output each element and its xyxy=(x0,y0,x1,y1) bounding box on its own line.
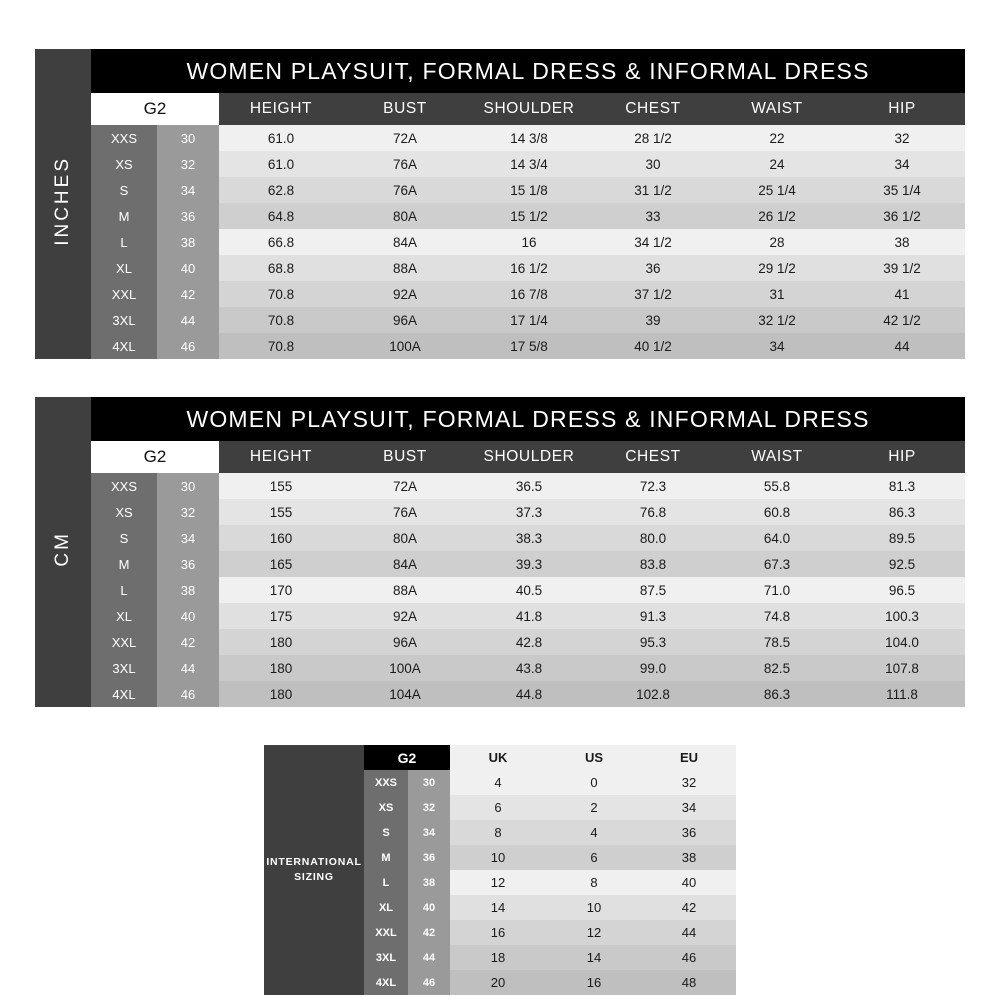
row-size: S xyxy=(91,177,157,203)
table-row xyxy=(35,629,965,655)
row-size: M xyxy=(364,845,408,870)
cell-bust: 88A xyxy=(343,255,467,281)
table-row xyxy=(35,151,965,177)
cell-shoulder: 38.3 xyxy=(467,525,591,551)
chart-title-row xyxy=(35,397,965,441)
cell-eu: 38 xyxy=(642,845,736,870)
cell-uk: 20 xyxy=(450,970,546,995)
cell-waist: 26 1/2 xyxy=(715,203,839,229)
cell-hip: 36 1/2 xyxy=(839,203,965,229)
cell-shoulder: 39.3 xyxy=(467,551,591,577)
cell-bust: 72A xyxy=(343,125,467,151)
cell-eu: 48 xyxy=(642,970,736,995)
cell-waist: 25 1/4 xyxy=(715,177,839,203)
row-g2: 32 xyxy=(157,151,219,177)
header-height: HEIGHT xyxy=(219,93,343,125)
cell-shoulder: 37.3 xyxy=(467,499,591,525)
row-size: XXS xyxy=(364,770,408,795)
cell-uk: 4 xyxy=(450,770,546,795)
cell-chest: 39 xyxy=(591,307,715,333)
cell-height: 70.8 xyxy=(219,333,343,359)
cell-bust: 104A xyxy=(343,681,467,707)
cell-shoulder: 36.5 xyxy=(467,473,591,499)
intl-label xyxy=(264,745,364,995)
cell-hip: 107.8 xyxy=(839,655,965,681)
cell-waist: 29 1/2 xyxy=(715,255,839,281)
row-size: S xyxy=(91,525,157,551)
cell-uk: 6 xyxy=(450,795,546,820)
chart-title: WOMEN PLAYSUIT, FORMAL DRESS & INFORMAL DRESS xyxy=(91,49,965,93)
cell-hip: 100.3 xyxy=(839,603,965,629)
cell-hip: 41 xyxy=(839,281,965,307)
cell-us: 0 xyxy=(546,770,642,795)
cell-eu: 32 xyxy=(642,770,736,795)
cell-chest: 33 xyxy=(591,203,715,229)
row-g2: 46 xyxy=(157,681,219,707)
cell-height: 155 xyxy=(219,499,343,525)
table-row xyxy=(35,125,965,151)
cell-waist: 32 1/2 xyxy=(715,307,839,333)
row-g2: 44 xyxy=(408,945,450,970)
size-chart-cm xyxy=(35,397,965,707)
header-height: HEIGHT xyxy=(219,441,343,473)
row-g2: 46 xyxy=(157,333,219,359)
cell-chest: 76.8 xyxy=(591,499,715,525)
intl-header-us: US xyxy=(546,745,642,770)
cell-height: 70.8 xyxy=(219,307,343,333)
chart-title-row xyxy=(35,49,965,93)
cell-waist: 82.5 xyxy=(715,655,839,681)
cell-hip: 42 1/2 xyxy=(839,307,965,333)
chart-header-row xyxy=(35,93,965,125)
cell-eu: 44 xyxy=(642,920,736,945)
cell-shoulder: 14 3/4 xyxy=(467,151,591,177)
cell-height: 64.8 xyxy=(219,203,343,229)
row-size: L xyxy=(91,229,157,255)
table-row xyxy=(35,177,965,203)
cell-waist: 22 xyxy=(715,125,839,151)
cell-uk: 14 xyxy=(450,895,546,920)
cell-uk: 10 xyxy=(450,845,546,870)
cell-chest: 95.3 xyxy=(591,629,715,655)
header-g2: G2 xyxy=(91,441,219,473)
cell-uk: 18 xyxy=(450,945,546,970)
cell-eu: 40 xyxy=(642,870,736,895)
unit-label-cm: CM xyxy=(35,397,91,707)
cell-us: 16 xyxy=(546,970,642,995)
row-size: M xyxy=(91,551,157,577)
cell-shoulder: 41.8 xyxy=(467,603,591,629)
cell-bust: 100A xyxy=(343,333,467,359)
row-g2: 38 xyxy=(408,870,450,895)
cell-us: 14 xyxy=(546,945,642,970)
row-g2: 38 xyxy=(157,229,219,255)
cell-chest: 36 xyxy=(591,255,715,281)
chart-header-row xyxy=(35,441,965,473)
row-size: XXL xyxy=(91,629,157,655)
cell-height: 180 xyxy=(219,655,343,681)
chart-title: WOMEN PLAYSUIT, FORMAL DRESS & INFORMAL DRESS xyxy=(91,397,965,441)
cell-shoulder: 40.5 xyxy=(467,577,591,603)
row-g2: 36 xyxy=(408,845,450,870)
header-bust: BUST xyxy=(343,441,467,473)
cell-chest: 40 1/2 xyxy=(591,333,715,359)
international-sizing-table xyxy=(264,745,736,995)
cell-hip: 32 xyxy=(839,125,965,151)
cell-chest: 31 1/2 xyxy=(591,177,715,203)
table-row xyxy=(35,333,965,359)
cell-chest: 99.0 xyxy=(591,655,715,681)
cell-chest: 87.5 xyxy=(591,577,715,603)
table-row xyxy=(35,281,965,307)
cell-us: 6 xyxy=(546,845,642,870)
table-row xyxy=(35,603,965,629)
row-g2: 32 xyxy=(157,499,219,525)
cell-hip: 81.3 xyxy=(839,473,965,499)
table-row xyxy=(35,551,965,577)
cell-waist: 86.3 xyxy=(715,681,839,707)
intl-label-line2: SIZING xyxy=(294,871,334,883)
table-row xyxy=(35,681,965,707)
header-chest: CHEST xyxy=(591,441,715,473)
row-size: XXL xyxy=(364,920,408,945)
cell-shoulder: 43.8 xyxy=(467,655,591,681)
row-g2: 34 xyxy=(408,820,450,845)
header-g2: G2 xyxy=(91,93,219,125)
cell-hip: 96.5 xyxy=(839,577,965,603)
cell-hip: 111.8 xyxy=(839,681,965,707)
cell-height: 68.8 xyxy=(219,255,343,281)
cell-shoulder: 16 7/8 xyxy=(467,281,591,307)
header-hip: HIP xyxy=(839,93,965,125)
row-size: 3XL xyxy=(364,945,408,970)
intl-header-row xyxy=(264,745,736,770)
row-size: 4XL xyxy=(91,333,157,359)
cell-waist: 71.0 xyxy=(715,577,839,603)
row-g2: 42 xyxy=(157,629,219,655)
cell-chest: 28 1/2 xyxy=(591,125,715,151)
cell-waist: 28 xyxy=(715,229,839,255)
cell-us: 2 xyxy=(546,795,642,820)
row-g2: 42 xyxy=(157,281,219,307)
row-size: S xyxy=(364,820,408,845)
cell-bust: 96A xyxy=(343,307,467,333)
cell-bust: 96A xyxy=(343,629,467,655)
size-chart-inches xyxy=(35,49,965,359)
cell-hip: 89.5 xyxy=(839,525,965,551)
row-size: XS xyxy=(91,499,157,525)
cell-bust: 80A xyxy=(343,525,467,551)
table-row xyxy=(35,655,965,681)
cell-shoulder: 15 1/8 xyxy=(467,177,591,203)
table-row xyxy=(35,473,965,499)
cell-bust: 72A xyxy=(343,473,467,499)
header-shoulder: SHOULDER xyxy=(467,93,591,125)
row-g2: 32 xyxy=(408,795,450,820)
cell-bust: 76A xyxy=(343,177,467,203)
cell-chest: 34 1/2 xyxy=(591,229,715,255)
cell-height: 165 xyxy=(219,551,343,577)
row-size: XXL xyxy=(91,281,157,307)
cell-shoulder: 17 1/4 xyxy=(467,307,591,333)
cell-hip: 92.5 xyxy=(839,551,965,577)
cell-height: 61.0 xyxy=(219,151,343,177)
row-size: L xyxy=(364,870,408,895)
cell-bust: 80A xyxy=(343,203,467,229)
cell-height: 66.8 xyxy=(219,229,343,255)
header-chest: CHEST xyxy=(591,93,715,125)
row-size: XL xyxy=(364,895,408,920)
cell-height: 62.8 xyxy=(219,177,343,203)
row-size: M xyxy=(91,203,157,229)
row-g2: 30 xyxy=(157,125,219,151)
cell-hip: 44 xyxy=(839,333,965,359)
cell-shoulder: 14 3/8 xyxy=(467,125,591,151)
table-row xyxy=(35,577,965,603)
row-g2: 46 xyxy=(408,970,450,995)
row-g2: 44 xyxy=(157,655,219,681)
cell-height: 180 xyxy=(219,629,343,655)
cell-hip: 35 1/4 xyxy=(839,177,965,203)
intl-header-uk: UK xyxy=(450,745,546,770)
cell-height: 70.8 xyxy=(219,281,343,307)
cell-bust: 76A xyxy=(343,499,467,525)
row-g2: 34 xyxy=(157,525,219,551)
cell-bust: 92A xyxy=(343,603,467,629)
row-g2: 36 xyxy=(157,551,219,577)
cell-eu: 46 xyxy=(642,945,736,970)
cell-hip: 34 xyxy=(839,151,965,177)
cell-shoulder: 42.8 xyxy=(467,629,591,655)
row-size: 4XL xyxy=(364,970,408,995)
row-size: 4XL xyxy=(91,681,157,707)
intl-header-g2: G2 xyxy=(364,745,450,770)
row-g2: 40 xyxy=(408,895,450,920)
row-g2: 40 xyxy=(157,603,219,629)
row-size: XL xyxy=(91,603,157,629)
cell-eu: 42 xyxy=(642,895,736,920)
cell-chest: 37 1/2 xyxy=(591,281,715,307)
cell-chest: 102.8 xyxy=(591,681,715,707)
cell-waist: 55.8 xyxy=(715,473,839,499)
table-row xyxy=(35,203,965,229)
row-g2: 30 xyxy=(408,770,450,795)
cell-bust: 84A xyxy=(343,229,467,255)
cell-hip: 104.0 xyxy=(839,629,965,655)
cell-height: 170 xyxy=(219,577,343,603)
row-size: XS xyxy=(364,795,408,820)
table-row xyxy=(35,307,965,333)
row-size: 3XL xyxy=(91,655,157,681)
header-bust: BUST xyxy=(343,93,467,125)
row-size: XXS xyxy=(91,473,157,499)
cell-waist: 64.0 xyxy=(715,525,839,551)
intl-label-line1: INTERNATIONAL xyxy=(266,856,362,868)
cell-us: 10 xyxy=(546,895,642,920)
header-hip: HIP xyxy=(839,441,965,473)
cell-height: 155 xyxy=(219,473,343,499)
cell-hip: 86.3 xyxy=(839,499,965,525)
cell-chest: 91.3 xyxy=(591,603,715,629)
cell-hip: 39 1/2 xyxy=(839,255,965,281)
row-size: XXS xyxy=(91,125,157,151)
row-g2: 40 xyxy=(157,255,219,281)
row-size: 3XL xyxy=(91,307,157,333)
cell-waist: 67.3 xyxy=(715,551,839,577)
table-row xyxy=(35,499,965,525)
cell-bust: 76A xyxy=(343,151,467,177)
cell-chest: 83.8 xyxy=(591,551,715,577)
cell-shoulder: 17 5/8 xyxy=(467,333,591,359)
cell-uk: 8 xyxy=(450,820,546,845)
cell-uk: 16 xyxy=(450,920,546,945)
row-g2: 30 xyxy=(157,473,219,499)
row-size: XL xyxy=(91,255,157,281)
cell-chest: 80.0 xyxy=(591,525,715,551)
cell-eu: 34 xyxy=(642,795,736,820)
cell-bust: 88A xyxy=(343,577,467,603)
cell-us: 12 xyxy=(546,920,642,945)
cell-eu: 36 xyxy=(642,820,736,845)
cell-waist: 24 xyxy=(715,151,839,177)
row-g2: 42 xyxy=(408,920,450,945)
row-g2: 38 xyxy=(157,577,219,603)
header-waist: WAIST xyxy=(715,93,839,125)
row-g2: 44 xyxy=(157,307,219,333)
cell-height: 175 xyxy=(219,603,343,629)
cell-shoulder: 16 1/2 xyxy=(467,255,591,281)
cell-hip: 38 xyxy=(839,229,965,255)
cell-chest: 72.3 xyxy=(591,473,715,499)
cell-shoulder: 44.8 xyxy=(467,681,591,707)
cell-height: 160 xyxy=(219,525,343,551)
cell-bust: 84A xyxy=(343,551,467,577)
row-size: L xyxy=(91,577,157,603)
table-row xyxy=(35,255,965,281)
cell-bust: 100A xyxy=(343,655,467,681)
row-g2: 34 xyxy=(157,177,219,203)
cell-waist: 74.8 xyxy=(715,603,839,629)
cell-chest: 30 xyxy=(591,151,715,177)
header-waist: WAIST xyxy=(715,441,839,473)
cell-shoulder: 16 xyxy=(467,229,591,255)
intl-header-eu: EU xyxy=(642,745,736,770)
cell-us: 8 xyxy=(546,870,642,895)
row-g2: 36 xyxy=(157,203,219,229)
table-row xyxy=(35,229,965,255)
table-row xyxy=(35,525,965,551)
cell-height: 61.0 xyxy=(219,125,343,151)
cell-waist: 34 xyxy=(715,333,839,359)
cell-uk: 12 xyxy=(450,870,546,895)
unit-label-inches: INCHES xyxy=(35,49,91,359)
cell-waist: 60.8 xyxy=(715,499,839,525)
header-shoulder: SHOULDER xyxy=(467,441,591,473)
cell-height: 180 xyxy=(219,681,343,707)
cell-waist: 78.5 xyxy=(715,629,839,655)
cell-shoulder: 15 1/2 xyxy=(467,203,591,229)
cell-bust: 92A xyxy=(343,281,467,307)
row-size: XS xyxy=(91,151,157,177)
cell-us: 4 xyxy=(546,820,642,845)
cell-waist: 31 xyxy=(715,281,839,307)
